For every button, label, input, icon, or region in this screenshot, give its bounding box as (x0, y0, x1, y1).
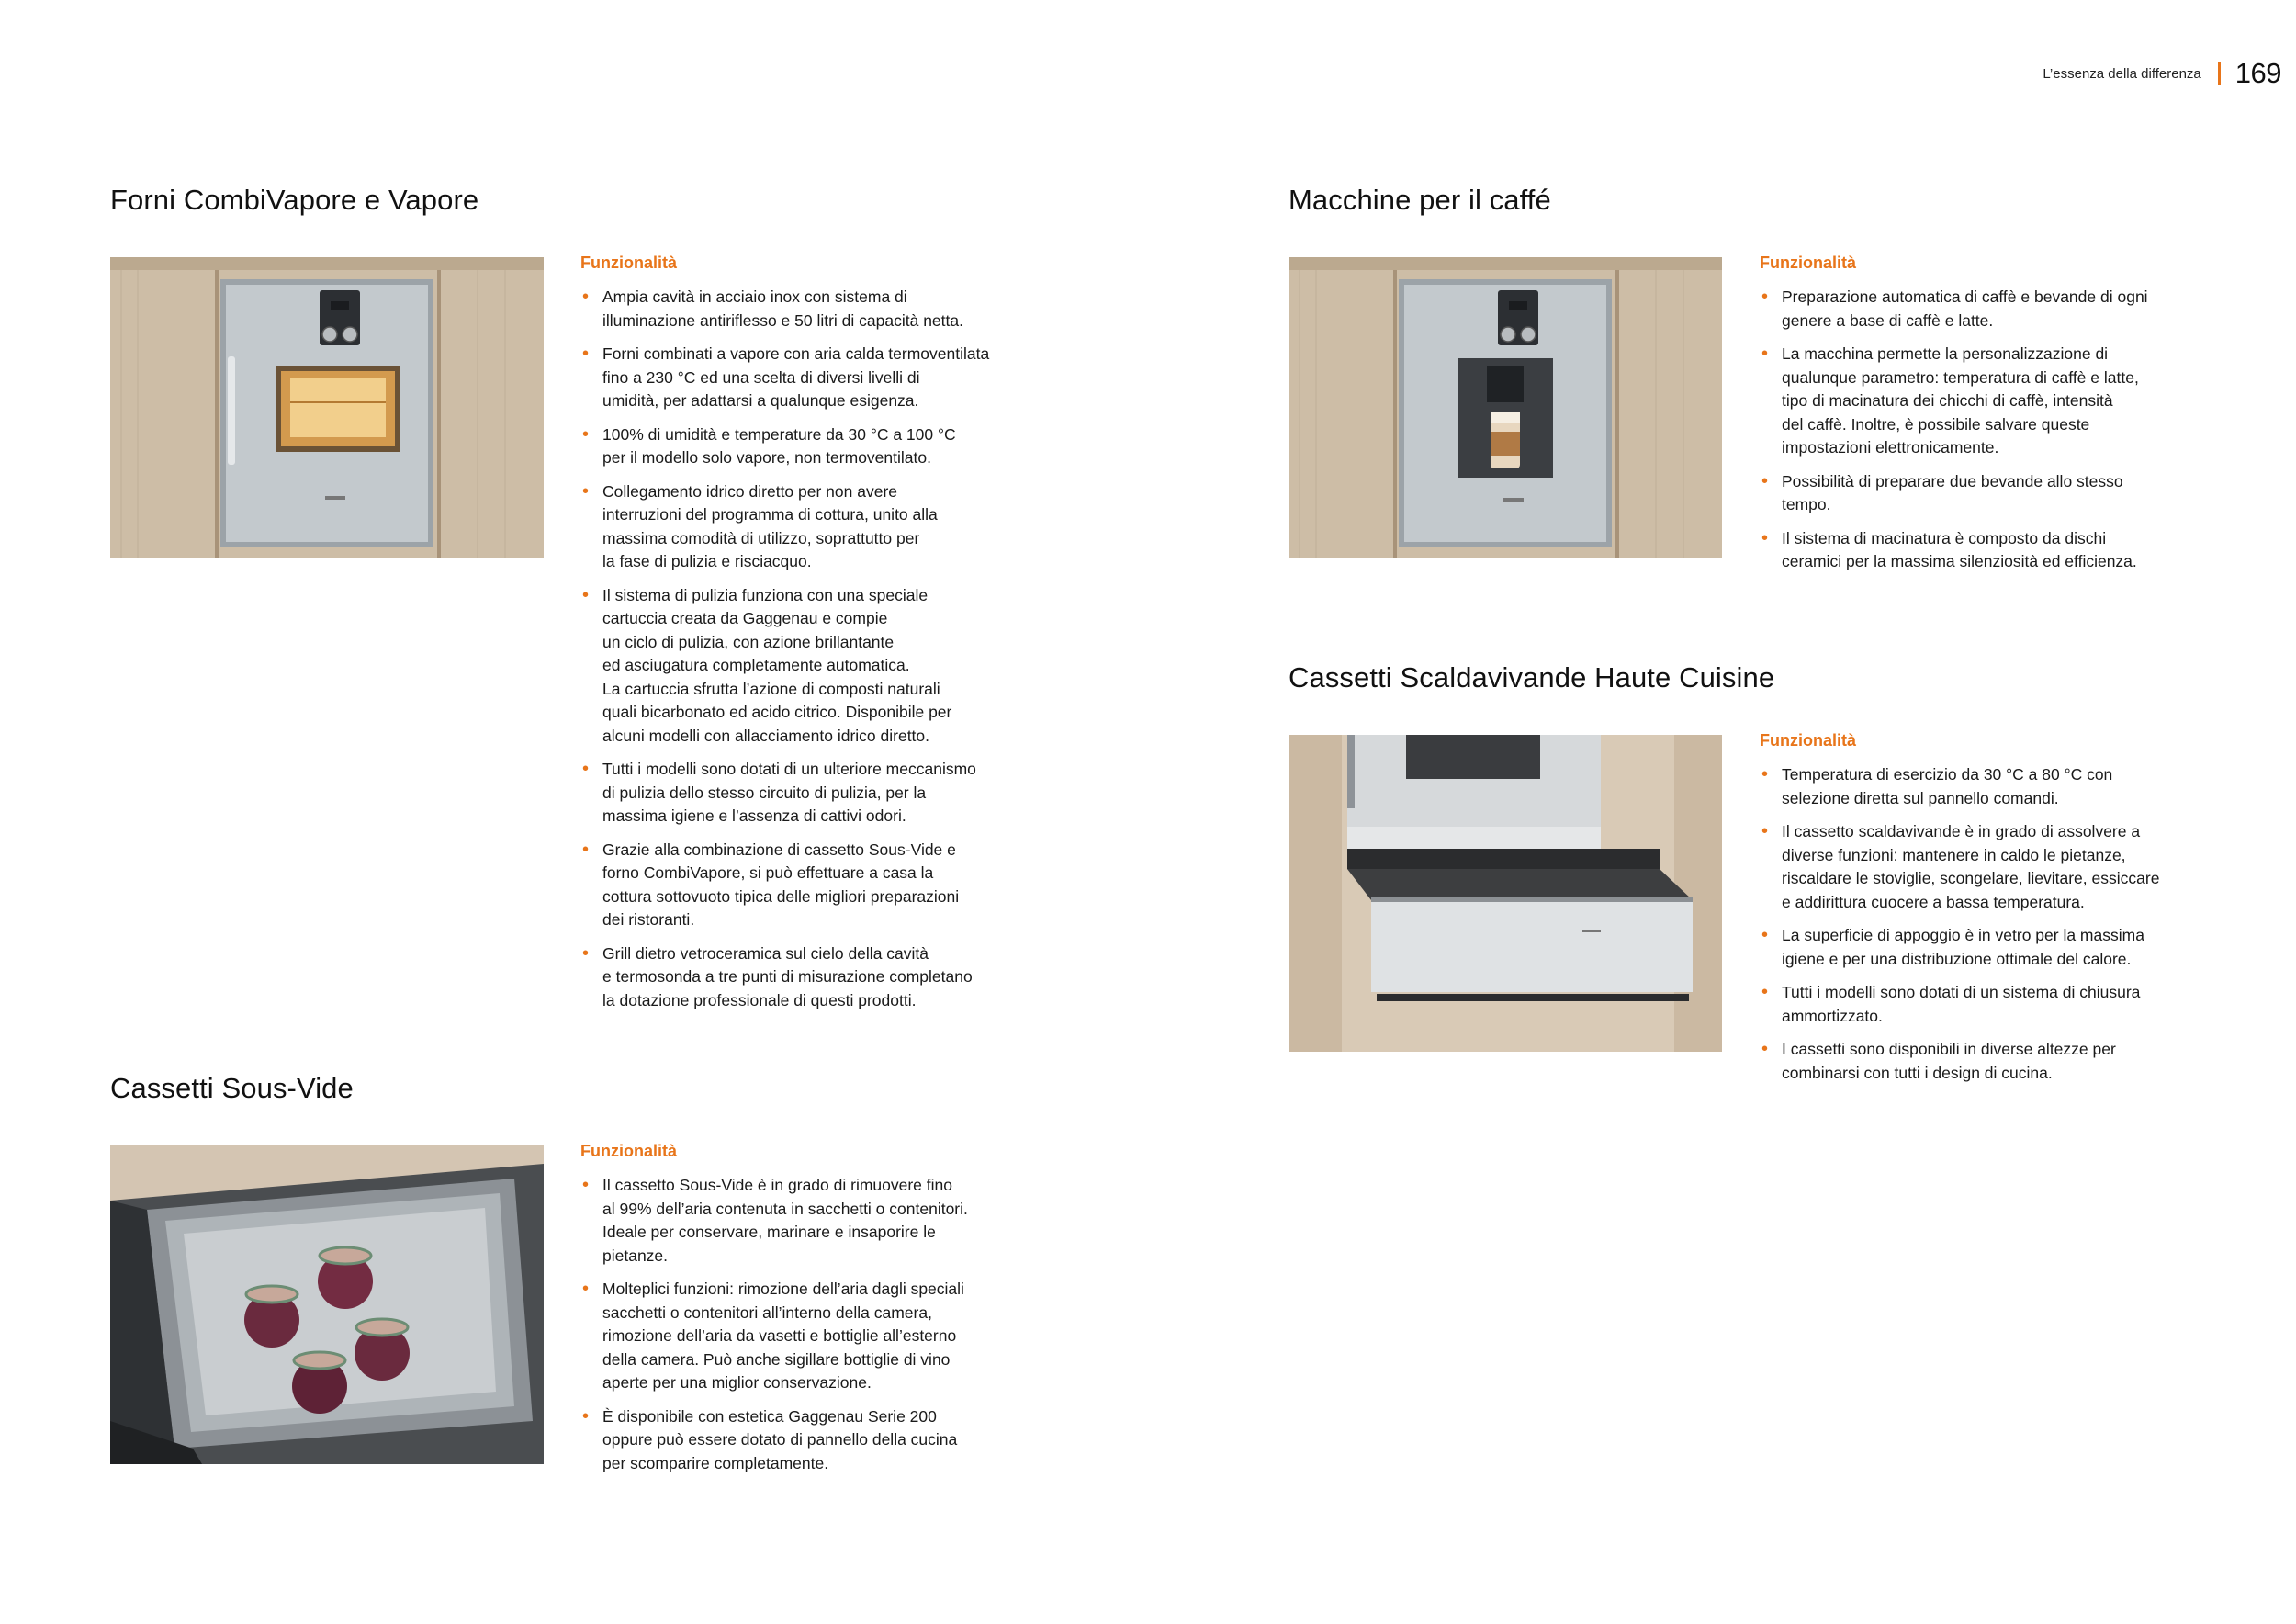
page-header (2043, 57, 2281, 90)
warming-drawer-features (1760, 731, 2228, 1095)
section-title-warming-drawers: Cassetti Scaldavivande Haute Cuisine (1289, 661, 1775, 694)
list-item: • Grill dietro vetroceramica sul cielo della cavità e termosonda a tre punti di misurazione completano la dotazione professionale di questi prodotti. (580, 942, 1049, 1013)
section-title-sous-vide: Cassetti Sous-Vide (110, 1072, 354, 1104)
list-item: • È disponibile con estetica Gaggenau Serie 200 oppure può essere dotato di pannello della cucina per scomparire completamente. (580, 1405, 1049, 1476)
list-item: • Il cassetto scaldavivande è in grado di assolvere a diverse funzioni: mantenere in caldo le pietanze, riscaldare le stoviglie, scongelare, lievitare, essiccare e addirittura cuocere a bassa temperatura. (1760, 820, 2228, 914)
list-item: • La macchina permette la personalizzazione di qualunque parametro: temperatura di caffè e latte, tipo di macinatura dei chicchi di caffè, intensità del caffè. Inoltre, è possibile salvare queste impostazioni elettronicamente. (1760, 343, 2228, 460)
features-list (580, 286, 1049, 1012)
list-item: • Il sistema di pulizia funziona con una speciale cartuccia creata da Gaggenau e compie un ciclo di pulizia, con azione brillantante ed asciugatura completamente automatica. La cartuccia sfrutta l’azione di composti naturali quali bicarbonato ed acido citrico. Disponibile per alcuni modelli con allacciamento idrico diretto. (580, 584, 1049, 749)
features-list (1760, 763, 2228, 1085)
header-divider (2218, 62, 2221, 85)
warming-drawer-photo (1289, 735, 1722, 1052)
page-number: 169 (2234, 57, 2281, 89)
header-title: L’essenza della differenza (2043, 65, 2201, 82)
list-item: • Temperatura di esercizio da 30 °C a 80 °C con selezione diretta sul pannello comandi. (1760, 763, 2228, 810)
list-item: • Preparazione automatica di caffè e bevande di ogni genere a base di caffè e latte. (1760, 286, 2228, 333)
features-list (1760, 286, 2228, 574)
list-item: • Tutti i modelli sono dotati di un ulteriore meccanismo di pulizia dello stesso circuito di pulizia, per la massima igiene e l’assenza di cattivi odori. (580, 758, 1049, 829)
list-item: • 100% di umidità e temperature da 30 °C a 100 °C per il modello solo vapore, non termoventilato. (580, 423, 1049, 470)
list-item: • Ampia cavità in acciaio inox con sistema di illuminazione antiriflesso e 50 litri di capacità netta. (580, 286, 1049, 333)
features-label: Funzionalità (580, 254, 677, 272)
features-label: Funzionalità (580, 1142, 677, 1160)
list-item: • I cassetti sono disponibili in diverse altezze per combinarsi con tutti i design di cucina. (1760, 1038, 2228, 1085)
features-list (580, 1174, 1049, 1475)
sous-vide-drawer-photo (110, 1145, 544, 1464)
list-item: • Molteplici funzioni: rimozione dell’aria dagli speciali sacchetti o contenitori all’interno della camera, rimozione dell’aria da vasetti e bottiglie all’esterno della camera. Può anche sigillare bottiglie di vino aperte per una miglior conservazione. (580, 1278, 1049, 1395)
coffee-machine-photo (1289, 257, 1722, 558)
features-label: Funzionalità (1760, 731, 1856, 750)
coffee-features (1760, 254, 2228, 584)
list-item: • Forni combinati a vapore con aria calda termoventilata fino a 230 °C ed una scelta di diversi livelli di umidità, per adattarsi a qualunque esigenza. (580, 343, 1049, 413)
list-item: • Grazie alla combinazione di cassetto Sous-Vide e forno CombiVapore, si può effettuare a casa la cottura sottovuoto tipica delle migliori preparazioni dei ristoranti. (580, 839, 1049, 932)
list-item: • Possibilità di preparare due bevande allo stesso tempo. (1760, 470, 2228, 517)
list-item: • Collegamento idrico diretto per non avere interruzioni del programma di cottura, unito alla massima comodità di utilizzo, soprattutto per la fase di pulizia e risciacquo. (580, 480, 1049, 574)
section-title-ovens: Forni CombiVapore e Vapore (110, 184, 479, 216)
list-item: • Tutti i modelli sono dotati di un sistema di chiusura ammortizzato. (1760, 981, 2228, 1028)
list-item: • Il sistema di macinatura è composto da dischi ceramici per la massima silenziosità ed efficienza. (1760, 527, 2228, 574)
sous-vide-features (580, 1142, 1049, 1485)
combi-steam-oven-photo (110, 257, 544, 558)
list-item: • La superficie di appoggio è in vetro per la massima igiene e per una distribuzione ottimale del calore. (1760, 924, 2228, 971)
list-item: • Il cassetto Sous-Vide è in grado di rimuovere fino al 99% dell’aria contenuta in sacchetti o contenitori. Ideale per conservare, marinare e insaporire le pietanze. (580, 1174, 1049, 1268)
ovens-features (580, 254, 1049, 1022)
features-label: Funzionalità (1760, 254, 1856, 272)
section-title-coffee: Macchine per il caffé (1289, 184, 1551, 216)
